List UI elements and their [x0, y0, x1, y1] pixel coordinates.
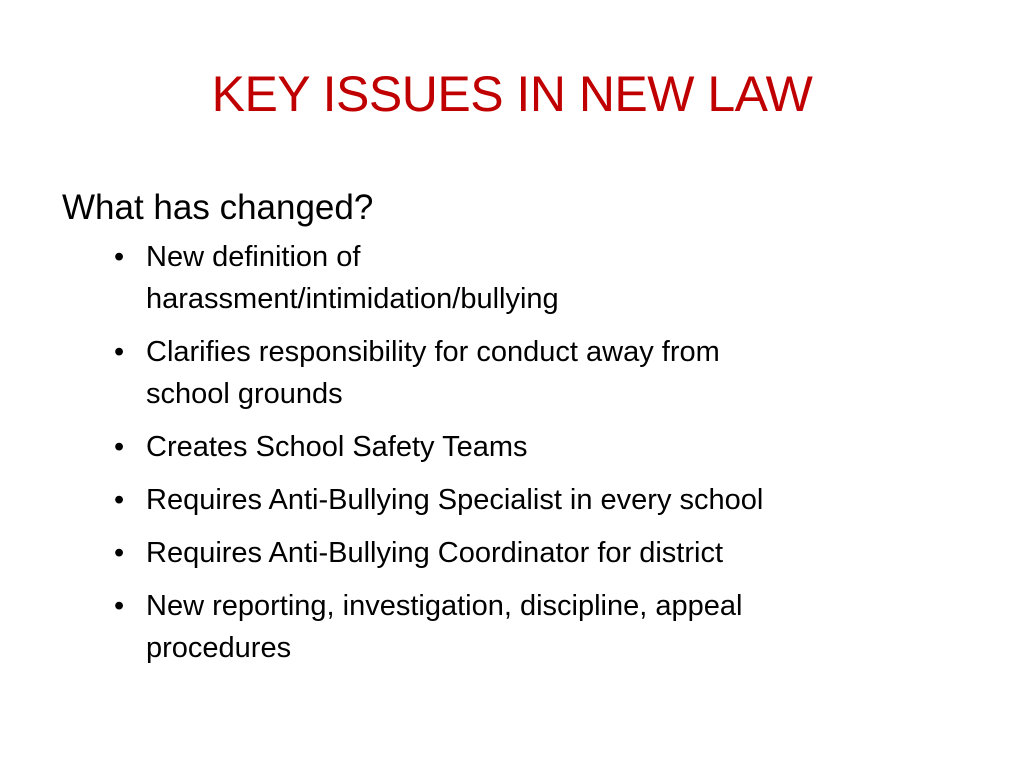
bullet-item [112, 585, 962, 669]
bullet-item [112, 532, 962, 574]
bullet-list [62, 236, 962, 669]
bullet-icon: • [114, 431, 125, 463]
bullet-icon: • [114, 336, 125, 368]
bullet-text-line: Creates School Safety Teams [146, 431, 528, 463]
bullet-icon: • [114, 484, 125, 516]
bullet-item [112, 426, 962, 468]
bullet-text-line: school grounds [146, 378, 343, 410]
bullet-item [112, 236, 962, 320]
lead-text: What has changed? [62, 188, 374, 227]
bullet-text-line: Requires Anti-Bullying Specialist in every school [146, 484, 764, 516]
slide-title: KEY ISSUES IN NEW LAW [211, 66, 813, 122]
slide-content [62, 182, 962, 680]
bullet-icon: • [114, 537, 125, 569]
bullet-text-line: Clarifies responsibility for conduct away from [146, 336, 720, 368]
bullet-icon: • [114, 241, 125, 273]
bullet-text-line: Requires Anti-Bullying Coordinator for district [146, 537, 724, 569]
bullet-text-line: New reporting, investigation, discipline, appeal [146, 590, 743, 622]
bullet-icon: • [114, 590, 125, 622]
bullet-text-line: New definition of [146, 241, 361, 273]
bullet-text-line: procedures [146, 632, 292, 664]
bullet-item [112, 331, 962, 415]
bullet-item [112, 479, 962, 521]
bullet-text-line: harassment/intimidation/bullying [146, 283, 559, 315]
